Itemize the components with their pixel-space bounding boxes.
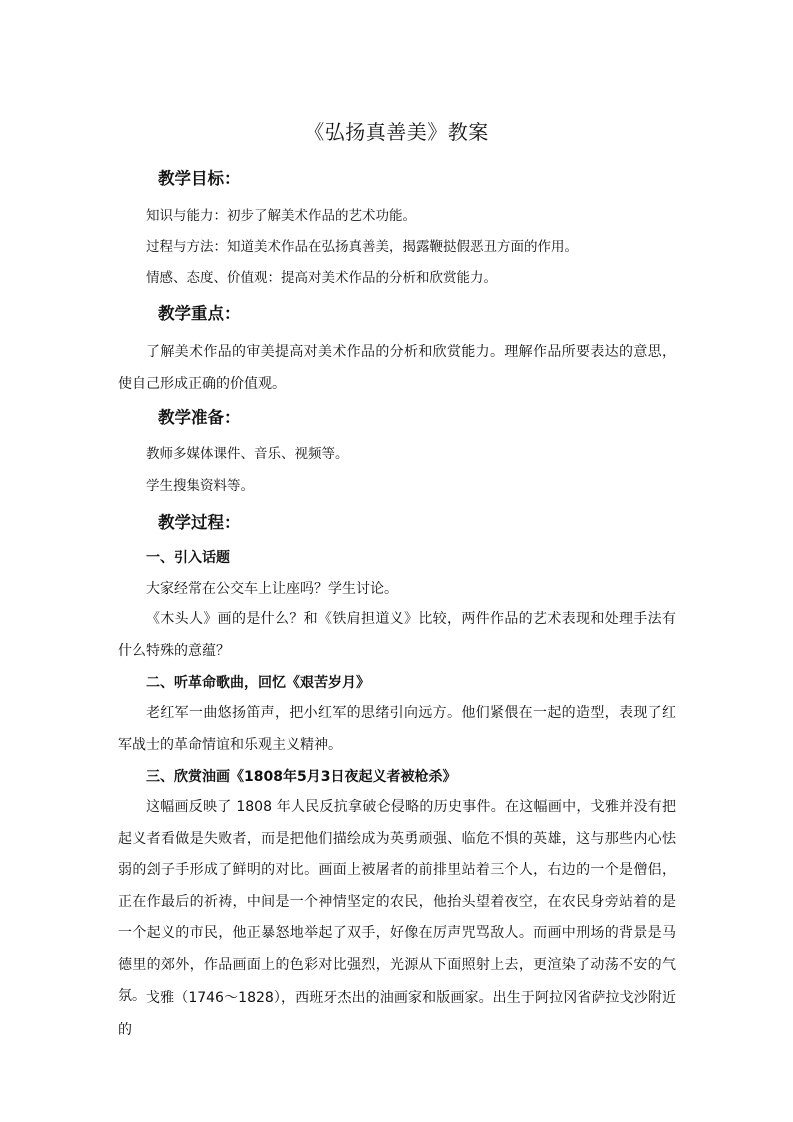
document-title: 《弘扬真善美》教案 [304,120,489,144]
section-title: 二、听革命歌曲，回忆《艰苦岁月》 [146,675,370,691]
objectives-heading: 教学目标： [158,169,241,188]
section-paragraph: 这幅画反映了 1808 年人民反抗拿破仑侵略的历史事件。在这幅画中，戈雅并没有把起义者看做是失败者，而是把他们描绘成为英勇顽强、临危不惧的英雄，这与那些内心怯弱的刽子手形成了鲜明的对比。画面上被屠者的前排里站着三个人，右边的一个是僧侣，正在作最后的祈祷，中间是一个神情坚定的农民，他抬头望着夜空，在农民身旁站着的是一个起义的市民，他正暴怒地举起了双手，好像在厉声咒骂敌人。而画中刑场的背景是马德里的郊外，作品画面上的色彩对比强烈，光源从下面照射上去，更渲染了动荡不安的气氛。 [118,799,676,1004]
section-title: 一、引入话题 [146,550,230,566]
key-points-heading: 教学重点： [158,304,241,323]
process-heading: 教学过程： [158,513,241,532]
section-paragraph: 大家经常在公交车上让座吗？学生讨论。 [146,581,398,597]
preparation-item: 学生搜集资料等。 [146,478,254,494]
objective-item: 情感、态度、价值观：提高对美术作品的分析和欣赏能力。 [146,270,497,286]
objective-item: 过程与方法：知道美术作品在弘扬真善美，揭露鞭挞假恶丑方面的作用。 [146,239,578,255]
key-points-text: 了解美术作品的审美提高对美术作品的分析和欣赏能力。理解作品所要表达的意思，使自己形成正确的价值观。 [118,344,676,392]
section-paragraph: 老红军一曲悠扬笛声，把小红军的思绪引向远方。他们紧偎在一起的造型，表现了红军战士的革命情谊和乐观主义精神。 [118,705,676,753]
section-paragraph: 戈雅（1746～1828），西班牙杰出的油画家和版画家。出生于阿拉冈省萨拉戈沙附近的 [118,990,676,1038]
preparation-item: 教师多媒体课件、音乐、视频等。 [146,446,349,462]
section-title: 三、欣赏油画《1808年5月3日夜起义者被枪杀》 [146,769,457,785]
objective-item: 知识与能力：初步了解美术作品的艺术功能。 [146,208,416,224]
section-paragraph: 《木头人》画的是什么？和《铁肩担道义》比较，两件作品的艺术表现和处理手法有什么特殊的意蕴？ [118,611,676,659]
preparation-heading: 教学准备： [158,408,241,427]
